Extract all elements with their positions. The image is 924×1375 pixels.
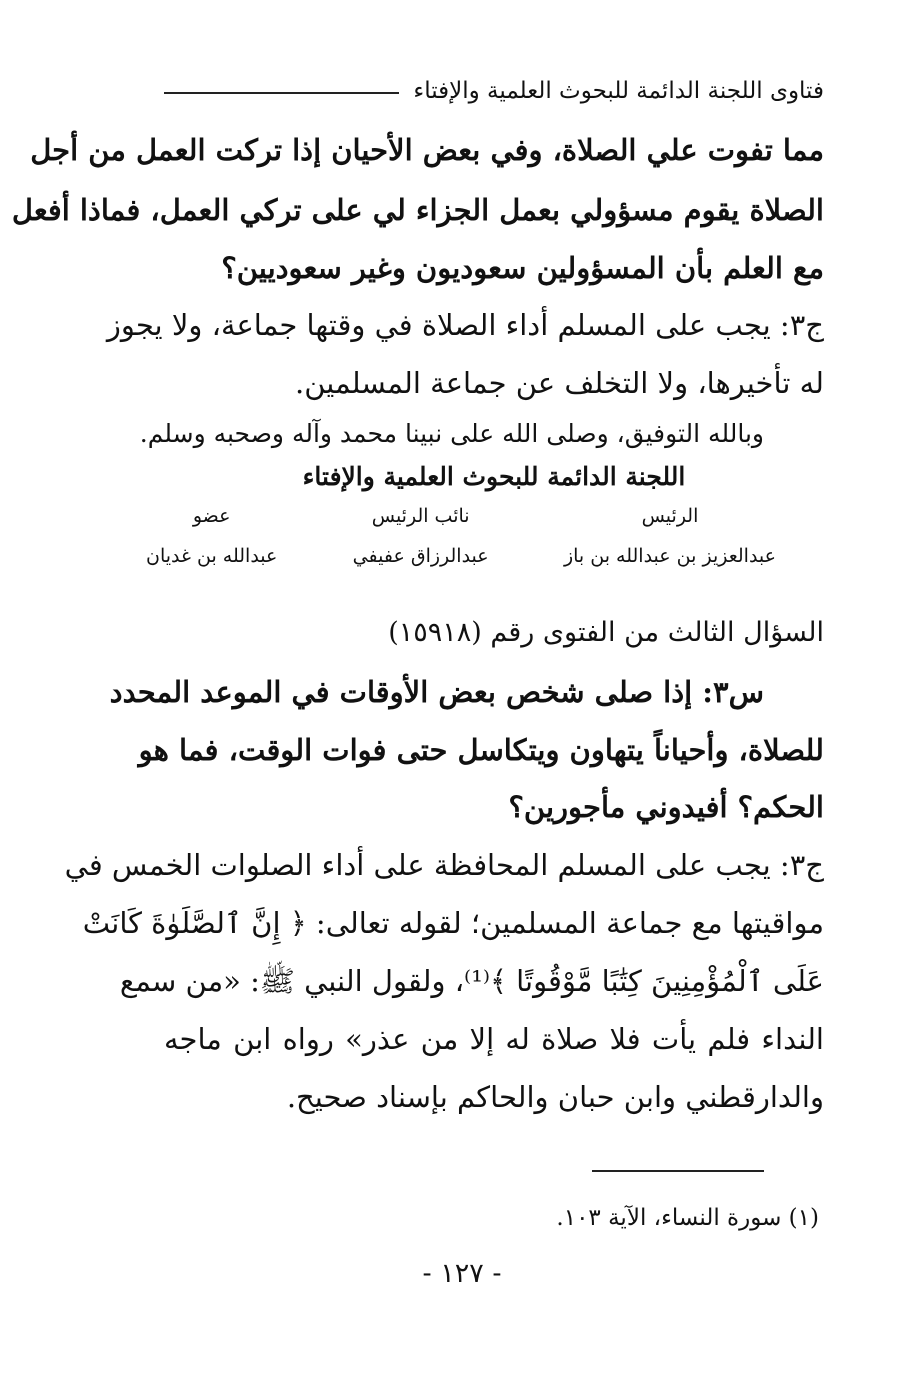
signatory-name: عبدالعزيز بن عبدالله بن باز xyxy=(563,545,776,567)
answer-line: ج٣: يجب على المسلم المحافظة على أداء الصلوات الخمس في xyxy=(64,848,824,882)
question-line: الصلاة يقوم مسؤولي بعمل الجزاء لي على تركي العمل، فماذا أفعل xyxy=(11,193,824,227)
fatwa-heading: السؤال الثالث من الفتوى رقم (١٥٩١٨) xyxy=(388,617,824,648)
page-number: - ١٢٧ - xyxy=(422,1258,502,1289)
answer-line: مواقيتها مع جماعة المسلمين؛ لقوله تعالى: ﴿ إِنَّ ٱلصَّلَوٰةَ كَانَتْ xyxy=(82,906,824,940)
signatory xyxy=(146,505,277,567)
answer-line: له تأخيرها، ولا التخلف عن جماعة المسلمين. xyxy=(295,366,824,400)
signatories xyxy=(146,505,776,567)
answer-line: والدارقطني وابن حبان والحاكم بإسناد صحيح. xyxy=(286,1080,824,1114)
question-line: مما تفوت علي الصلاة، وفي بعض الأحيان إذا تركت العمل من أجل xyxy=(30,133,824,167)
committee-title: اللجنة الدائمة للبحوث العلمية والإفتاء xyxy=(302,462,686,491)
running-header xyxy=(164,78,824,104)
closing-prayer: وبالله التوفيق، وصلى الله على نبينا محمد وآله وصحبه وسلم. xyxy=(139,419,764,448)
signatory-name: عبدالرزاق عفيفي xyxy=(352,545,489,567)
signatory-role: الرئيس xyxy=(641,505,699,527)
footnote: (١) سورة النساء، الآية ١٠٣. xyxy=(556,1205,819,1231)
signatory xyxy=(353,505,489,567)
header-title: فتاوى اللجنة الدائمة للبحوث العلمية والإفتاء xyxy=(413,78,824,104)
header-rule xyxy=(164,92,399,94)
answer-line: عَلَى ٱلْمُؤْمِنِينَ كِتَٰبًا مَّوْقُوتًا ﴾⁽¹⁾، ولقول النبي ﷺ: «من سمع xyxy=(119,964,824,998)
question-line: الحكم؟ أفيدوني مأجورين؟ xyxy=(508,790,824,824)
signatory xyxy=(564,505,776,567)
question-line: س٣: إذا صلى شخص بعض الأوقات في الموعد المحدد xyxy=(109,675,764,709)
answer-line: النداء فلم يأت فلا صلاة له إلا من عذر» رواه ابن ماجه xyxy=(164,1022,824,1056)
answer-line: ج٣: يجب على المسلم أداء الصلاة في وقتها جماعة، ولا يجوز xyxy=(106,308,824,342)
question-line: للصلاة، وأحياناً يتهاون ويتكاسل حتى فوات الوقت، فما هو xyxy=(138,733,824,767)
footnote-rule xyxy=(592,1170,764,1172)
question-line: مع العلم بأن المسؤولين سعوديون وغير سعوديين؟ xyxy=(221,251,824,285)
signatory-name: عبدالله بن غديان xyxy=(146,545,278,567)
signatory-role: عضو xyxy=(192,505,231,527)
signatory-role: نائب الرئيس xyxy=(371,505,470,527)
